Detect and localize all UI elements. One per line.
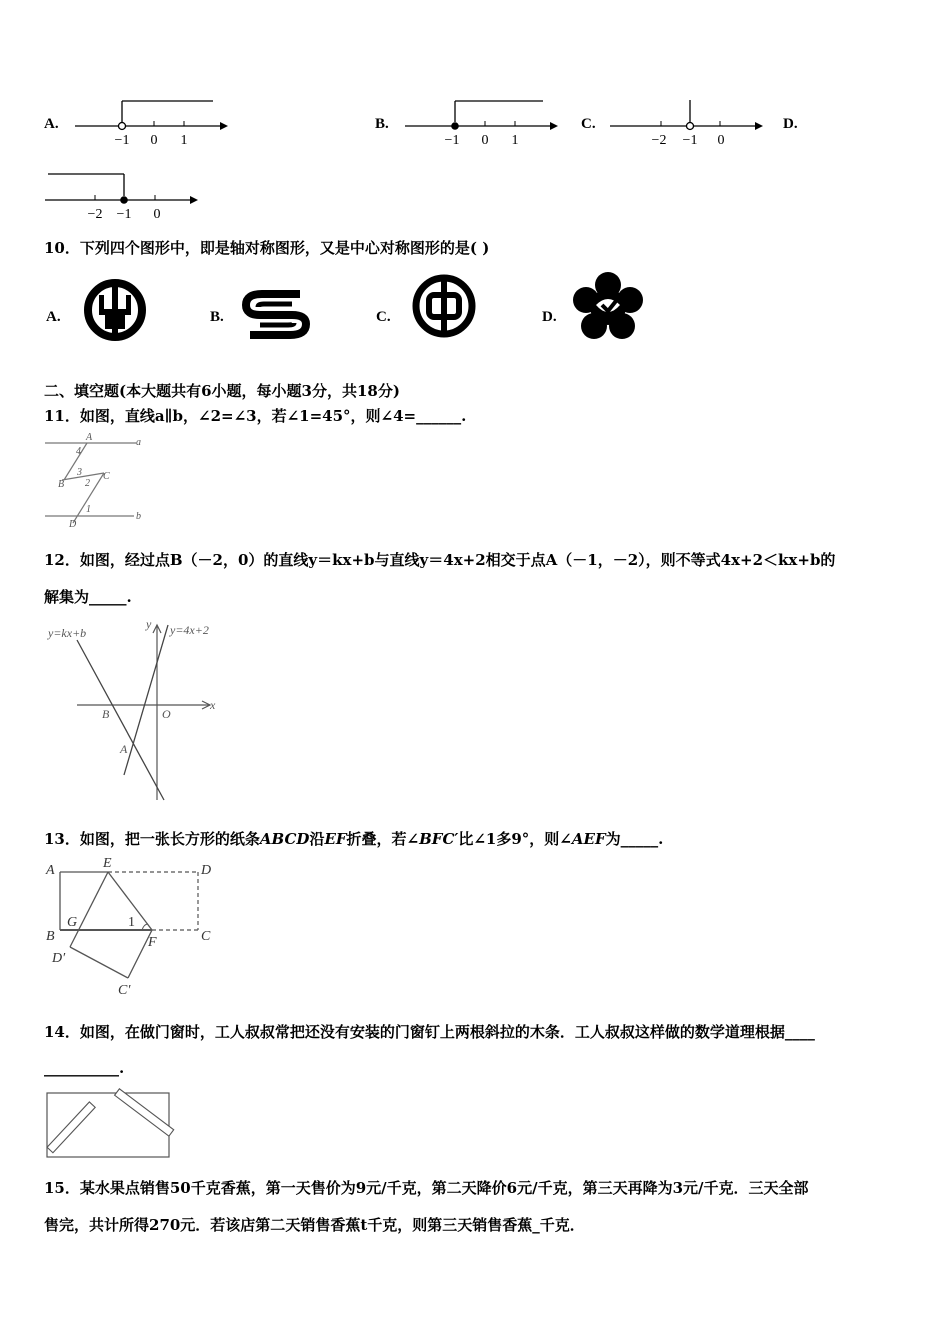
q13-question-text: 13．如图，把一张长方形的纸条ABCD沿EF折叠，若∠BFC′比∠1多9°，则∠AEF为_____. xyxy=(44,830,664,848)
point-label: A xyxy=(46,863,55,878)
q12-question-line1: 12．如图，经过点B（－2，0）的直线y＝kx+b与直线y＝4x+2相交于点A（－1，－2），则不等式4x+2＜kx+b的 xyxy=(44,551,836,569)
angle-label: 1 xyxy=(128,915,135,930)
tick-label: 0 xyxy=(150,133,158,148)
line-label: y=4x+2 xyxy=(170,623,209,637)
tick-label: −2 xyxy=(651,133,667,148)
point-label: C xyxy=(103,471,110,482)
q10-option-b-label: B. xyxy=(210,309,224,325)
tick-label: −2 xyxy=(87,207,103,222)
q15-question-line1: 15．某水果点销售50千克香蕉，第一天售价为9元/千克，第二天降价6元/千克，第三天再降为3元/千克．三天全部 xyxy=(44,1179,809,1197)
q12-coordinate-figure xyxy=(42,615,222,805)
tick-label: −1 xyxy=(116,207,132,222)
tick-label: 1 xyxy=(511,133,519,148)
point-label: G xyxy=(67,915,78,930)
q11-question-text: 11．如图，直线a∥b，∠2=∠3，若∠1=45°，则∠4=______. xyxy=(44,407,467,425)
tick-label: 1 xyxy=(180,133,188,148)
q12-question-line2: 解集为_____. xyxy=(44,588,132,606)
axis-label: y xyxy=(146,617,152,631)
angle-label: 2 xyxy=(85,478,90,489)
flower-logo-icon xyxy=(572,271,644,341)
tick-label: 0 xyxy=(153,207,161,222)
q11-parallel-lines-figure xyxy=(40,430,150,532)
bank-of-agriculture-logo-icon xyxy=(82,277,148,343)
point-label: C xyxy=(201,929,211,944)
line-label: b xyxy=(136,511,141,522)
point-label: C′ xyxy=(118,983,131,998)
q9-option-c-number-line xyxy=(605,95,770,150)
point-label: D′ xyxy=(52,951,66,966)
q15-question-line2: 售完，共计所得270元．若该店第二天销售香蕉t千克，则第三天销售香蕉_千克． xyxy=(44,1216,585,1234)
point-label: F xyxy=(148,935,157,950)
angle-label: 3 xyxy=(77,467,82,478)
q14-question-line1: 14．如图，在做门窗时，工人叔叔常把还没有安装的门窗钉上两根斜拉的木条．工人叔叔这样做的数学道理根据____ xyxy=(44,1023,815,1041)
tick-label: 0 xyxy=(481,133,489,148)
section-heading: 二、填空题(本大题共有6小题，每小题3分，共18分) xyxy=(44,382,400,400)
point-label: B xyxy=(46,929,55,944)
tick-label: 0 xyxy=(717,133,725,148)
tick-label: −1 xyxy=(444,133,460,148)
q9-option-a-label: A. xyxy=(44,116,59,132)
q14-question-line2: __________. xyxy=(44,1059,125,1077)
point-label: O xyxy=(162,707,171,721)
q10-option-c-label: C. xyxy=(376,309,391,325)
point-label: A xyxy=(86,432,93,443)
angle-label: 1 xyxy=(86,504,91,515)
point-label: B xyxy=(102,707,110,721)
q14-window-frame-figure xyxy=(44,1088,176,1160)
q9-option-a-number-line xyxy=(70,95,230,150)
q9-option-b-number-line xyxy=(400,95,560,150)
q9-option-d-label: D. xyxy=(783,116,798,132)
tick-label: −1 xyxy=(682,133,698,148)
line-label: a xyxy=(136,437,141,448)
q9-option-b-label: B. xyxy=(375,116,389,132)
point-label: D xyxy=(201,863,212,878)
q9-option-d-number-line xyxy=(40,168,205,223)
tick-label: −1 xyxy=(114,133,130,148)
point-label: E xyxy=(103,856,112,871)
ss-logo-icon xyxy=(240,286,312,342)
bank-of-china-logo-icon xyxy=(410,271,478,341)
q10-option-a-label: A. xyxy=(46,309,61,325)
q10-question-text: 10．下列四个图形中，即是轴对称图形，又是中心对称图形的是( ) xyxy=(44,239,490,257)
point-label: B xyxy=(58,479,65,490)
q13-folded-strip-figure xyxy=(40,854,225,999)
point-label: D xyxy=(69,519,77,530)
point-label: A xyxy=(120,742,128,756)
line-label: y=kx+b xyxy=(48,626,87,640)
q9-option-c-label: C. xyxy=(581,116,596,132)
angle-label: 4 xyxy=(76,446,81,457)
axis-label: x xyxy=(210,698,216,712)
q10-option-d-label: D. xyxy=(542,309,557,325)
